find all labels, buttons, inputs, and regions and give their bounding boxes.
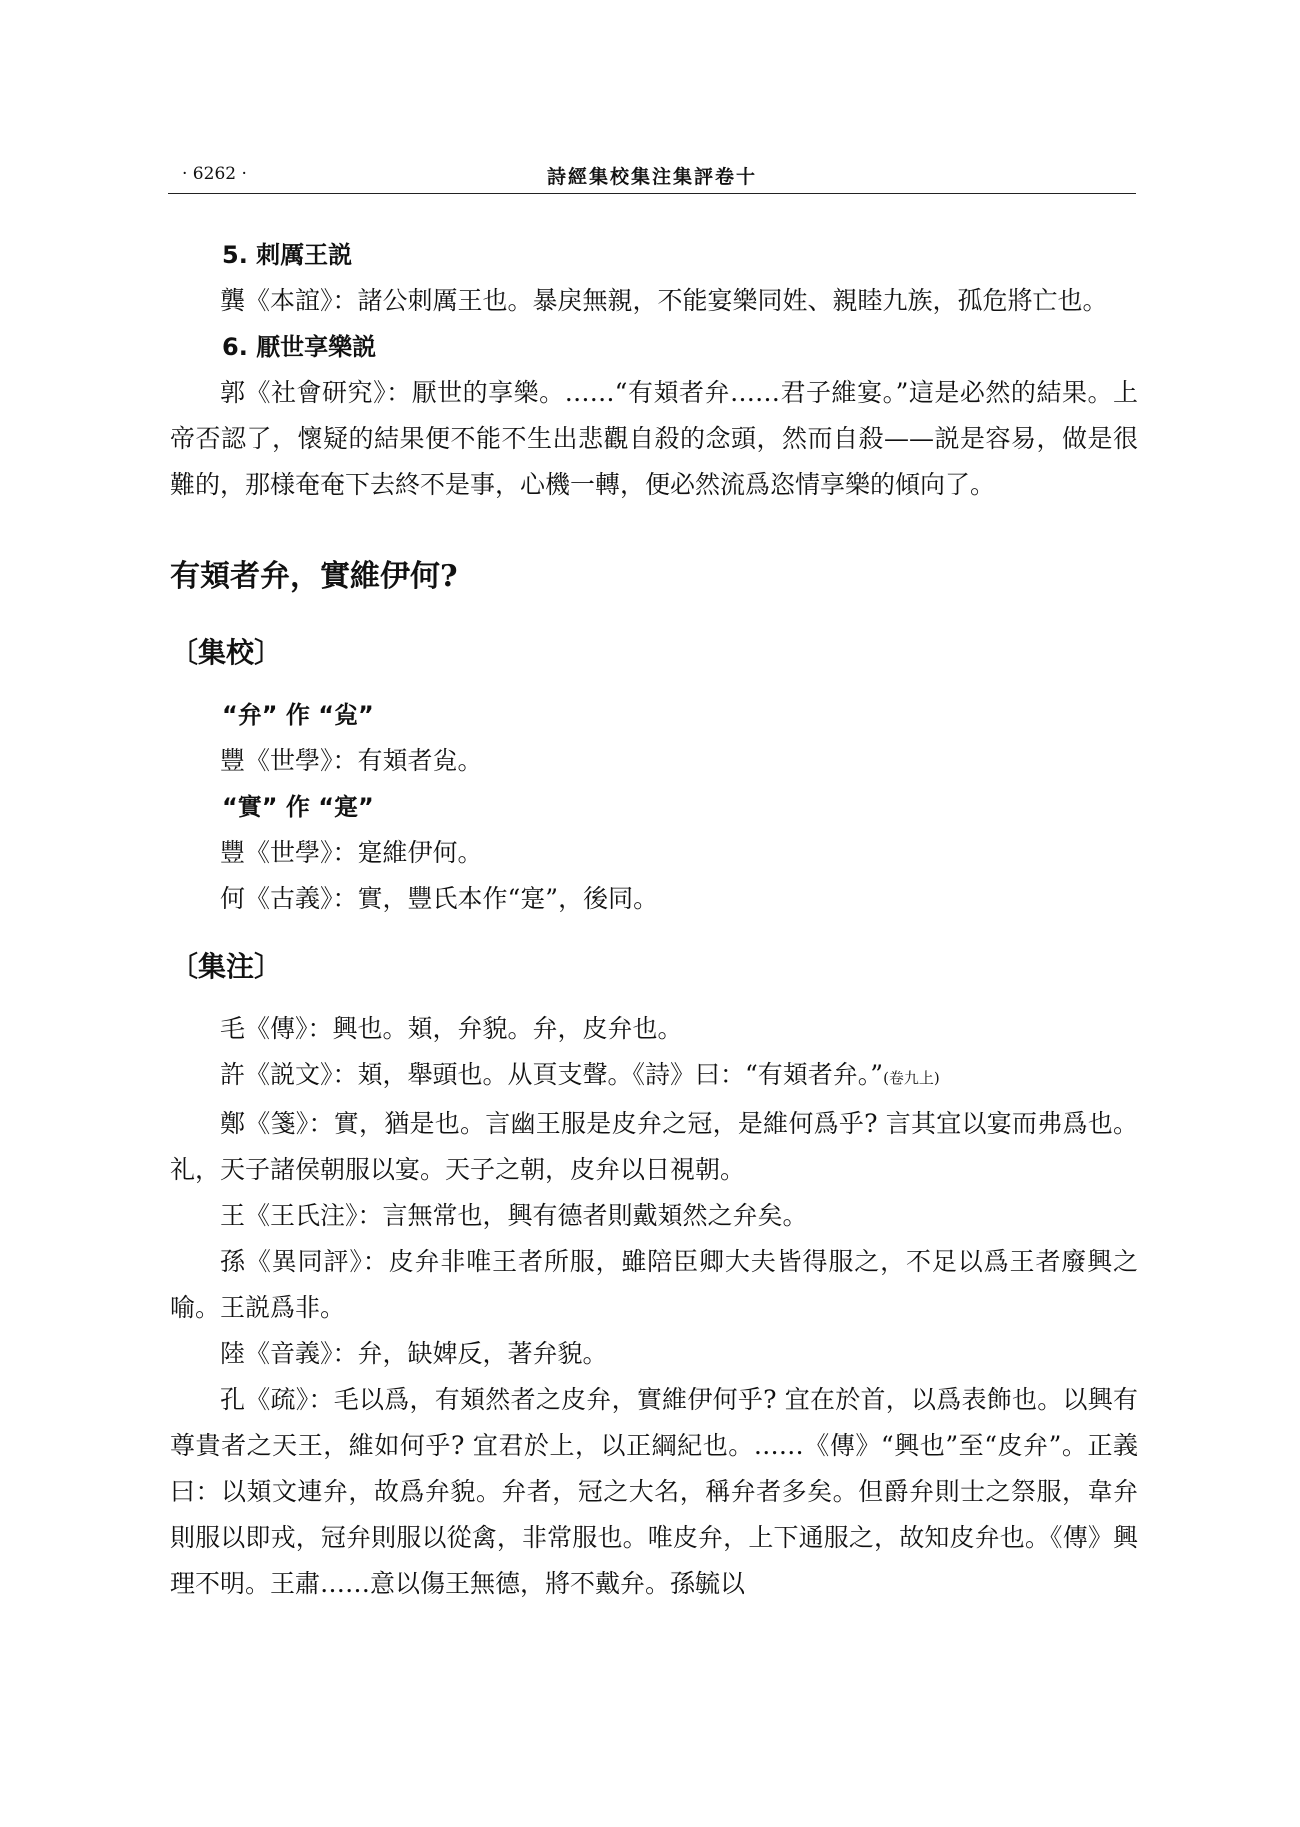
paragraph: 陸《音義》：弁，缺婢反，著弁貌。 (220, 1339, 608, 1368)
page-number: · 6262 · (182, 164, 247, 184)
subheading-5: 5. 刺厲王説 (222, 241, 353, 269)
paragraph: 何《古義》：實，豐氏本作“寔”，後同。 (220, 884, 659, 913)
subheading-6: 6. 厭世享樂説 (222, 333, 377, 361)
paragraph: 豐《世學》：有頍者㝸。 (220, 746, 483, 775)
paragraph: 王《王氏注》：言無常也，興有德者則戴頍然之弁矣。 (220, 1201, 808, 1230)
running-title: 詩經集校集注集評卷十 (546, 166, 757, 188)
paragraph (170, 1052, 1138, 1101)
page-header (168, 160, 1136, 194)
paragraph: 鄭《箋》：實，猶是也。言幽王服是皮弁之冠，是維何爲乎? 言其宜以宴而弗爲也。礼，天子諸侯朝服以宴。天子之朝，皮弁以日視朝。 (170, 1109, 1138, 1184)
paragraph: 孔《疏》：毛以爲，有頍然者之皮弁，實維伊何乎? 宜在於首，以爲表飾也。以興有尊貴者之天王，維如何乎? 宜君於上，以正綱紀也。……《傳》“興也”至“皮弁”。正義曰：以頍文連弁，故爲弁貌。弁者，冠之大名，稱弁者多矣。但爵弁則士之祭服，韋弁則服以即戎，冠弁則服以從禽，非常服也。唯皮弁，上下通服之，故知皮弁也。《傳》興理不明。王肅……意以傷王無德，將不戴弁。孫毓以 (170, 1385, 1138, 1598)
variant-heading: “實” 作 “寔” (222, 793, 374, 821)
paragraph: 孫《異同評》：皮弁非唯王者所服，雖陪臣卿大夫皆得服之，不足以爲王者廢興之喻。王説爲非。 (170, 1247, 1138, 1322)
paragraph-text: 許《説文》：頍，舉頭也。从頁支聲。《詩》曰：“有頍者弁。” (220, 1060, 884, 1089)
paragraph: 郭《社會研究》：厭世的享樂。……“有頍者弁……君子維宴。”這是必然的結果。上帝否認了，懷疑的結果便不能不生出悲觀自殺的念頭，然而自殺——説是容易，做是很難的，那様奄奄下去終不是事，心機一轉，便必然流爲恣情享樂的傾向了。 (170, 378, 1138, 499)
paragraph: 毛《傳》：興也。頍，弁貌。弁，皮弁也。 (220, 1014, 683, 1043)
body-text (170, 232, 1138, 1607)
paragraph: 豐《世學》：寔維伊何。 (220, 838, 483, 867)
section-jizhu: 〔集注〕 (170, 950, 283, 983)
paragraph: 龔《本誼》：諸公刺厲王也。暴戾無親，不能宴樂同姓、親睦九族，孤危將亡也。 (220, 286, 1108, 315)
volume-note: (卷九上) (883, 1069, 940, 1087)
header-rule (168, 193, 1136, 194)
variant-heading: “弁” 作 “㝸” (222, 701, 374, 729)
verse-heading: 有頍者弁，實維伊何? (170, 559, 458, 594)
section-jijiao: 〔集校〕 (170, 636, 283, 669)
